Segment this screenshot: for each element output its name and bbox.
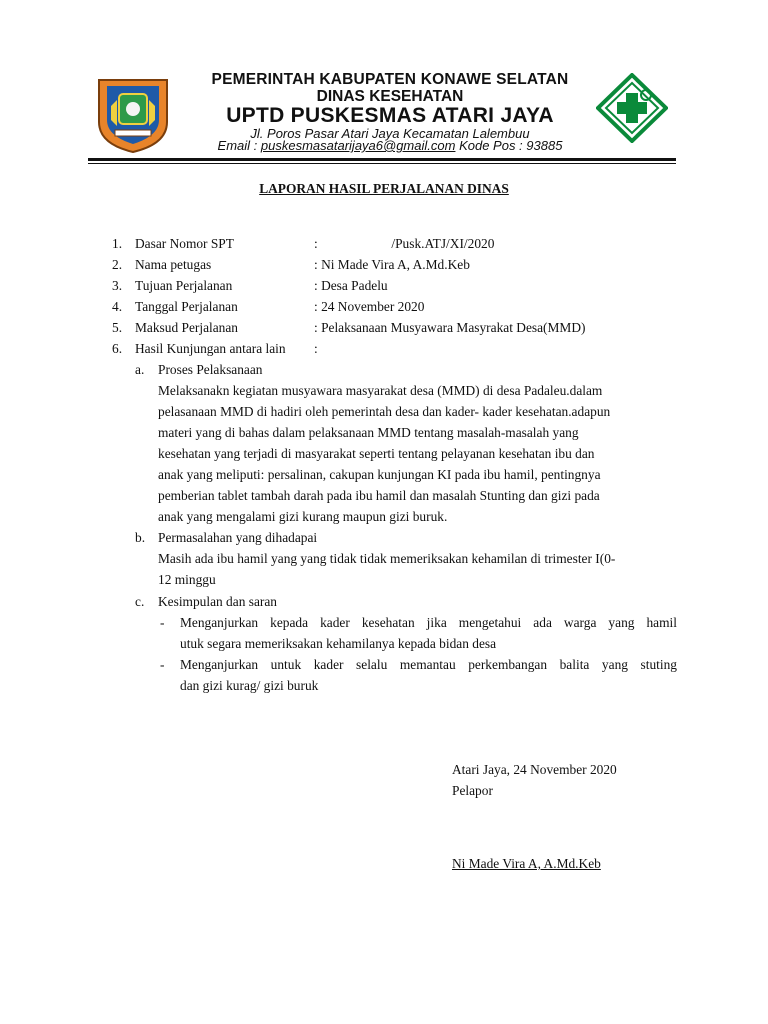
letterhead-department: DINAS KESEHATAN (316, 88, 464, 105)
item-number: 3. (112, 278, 123, 293)
paragraph-line: pemberian tablet tambah darah pada ibu hamil dan masalah Stunting dan gizi pada (158, 488, 600, 503)
item-value: : 24 November 2020 (314, 299, 425, 314)
item-label: Hasil Kunjungan antara lain (135, 341, 286, 356)
item-value: : Pelaksanaan Musyawara Masyrakat Desa(MMD) (314, 320, 586, 335)
bullet-line: dan gizi kurag/ gizi buruk (180, 678, 319, 693)
paragraph-line: anak yang mengalami gizi kurang maupun gizi buruk. (158, 509, 448, 524)
paragraph-line: materi yang di bahas dalam pelaksanaan MMD tentang masalah-masalah yang (158, 425, 579, 440)
section-title: Proses Pelaksanaan (158, 362, 263, 377)
health-cross-icon (596, 73, 668, 143)
item-label: Maksud Perjalanan (135, 320, 239, 335)
section-letter: c. (135, 594, 145, 609)
bullet-dash: - (160, 657, 165, 672)
letterhead-institution: UPTD PUSKESMAS ATARI JAYA (226, 104, 554, 127)
item-number: 2. (112, 257, 123, 272)
item-value: : /Pusk.ATJ/XI/2020 (314, 236, 495, 251)
signature-role: Pelapor (452, 783, 493, 798)
bullet-line: Menganjurkan untuk kader selalu memantau perkembangan balita yang stuting (180, 657, 677, 672)
paragraph-line: pelasanaan MMD di hadiri oleh pemerintah desa dan kader- kader kesehatan.adapun (158, 404, 611, 419)
item-number: 6. (112, 341, 123, 356)
bullet-dash: - (160, 615, 165, 630)
section-title: Kesimpulan dan saran (158, 594, 277, 609)
section-letter: b. (135, 530, 146, 545)
item-value: : (314, 341, 318, 356)
item-value: : Desa Padelu (314, 278, 388, 293)
bullet-line: utuk segara memeriksakan kehamilanya kepada bidan desa (180, 636, 497, 651)
item-label: Tujuan Perjalanan (135, 278, 233, 293)
postal-code: Kode Pos : 93885 (455, 138, 563, 153)
paragraph-line: anak yang meliputi: persalinan, cakupan kunjungan KI pada ibu hamil, pentingnya (158, 467, 601, 482)
item-number: 1. (112, 236, 123, 251)
paragraph-line: 12 minggu (158, 572, 216, 587)
section-letter: a. (135, 362, 145, 377)
bullet-line: Menganjurkan kepada kader kesehatan jika mengetahui ada warga yang hamil (180, 615, 677, 630)
letterhead-government: PEMERINTAH KABUPATEN KONAWE SELATAN (211, 71, 569, 88)
section-title: Permasalahan yang dihadapai (158, 530, 318, 545)
item-value: : Ni Made Vira A, A.Md.Keb (314, 257, 470, 272)
item-number: 5. (112, 320, 123, 335)
document-title: LAPORAN HASIL PERJALANAN DINAS (259, 181, 509, 196)
paragraph-line: Masih ada ibu hamil yang yang tidak tidak memeriksakan kehamilan di trimester I(0- (158, 551, 616, 566)
item-label: Nama petugas (135, 257, 212, 272)
regency-emblem-icon (93, 76, 173, 154)
letterhead-rule-thick (88, 158, 676, 161)
signature-name: Ni Made Vira A, A.Md.Keb (452, 856, 601, 871)
paragraph-line: kesehatan yang terjadi di masyarakat seperti tentang pelayanan kesehatan ibu dan (158, 446, 595, 461)
email-address: puskesmasatarijaya6@gmail.com (260, 138, 456, 153)
item-label: Dasar Nomor SPT (135, 236, 234, 251)
email-label: Email : (217, 138, 261, 153)
paragraph-line: Melaksanakn kegiatan musyawara masyarakat desa (MMD) di desa Padaleu.dalam (158, 383, 603, 398)
item-number: 4. (112, 299, 123, 314)
letterhead-address: Jl. Poros Pasar Atari Jaya Kecamatan Lalembuu (250, 126, 530, 141)
letterhead-rule-thin (88, 163, 676, 164)
item-label: Tanggal Perjalanan (135, 299, 238, 314)
signature-place-date: Atari Jaya, 24 November 2020 (452, 762, 617, 777)
letterhead-contact (180, 138, 600, 153)
